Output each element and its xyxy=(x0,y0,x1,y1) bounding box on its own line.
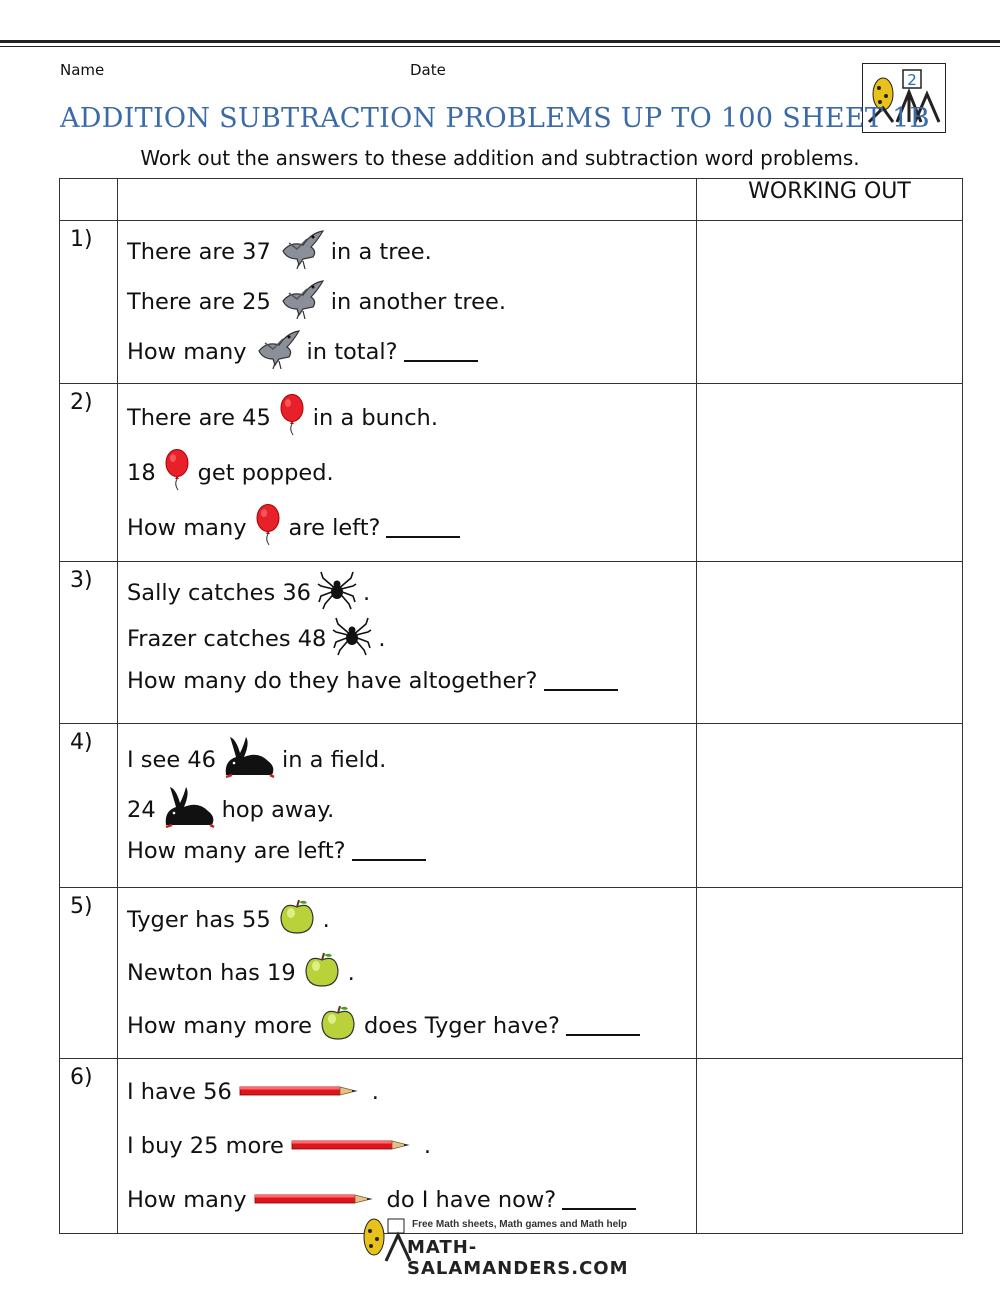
line-text-before: How many xyxy=(127,514,247,541)
spider-icon xyxy=(326,616,378,662)
problem-line xyxy=(127,445,696,500)
grade-number: 2 xyxy=(907,71,917,89)
working-out-cell[interactable] xyxy=(697,724,963,888)
line-text-after: in another tree. xyxy=(330,289,507,315)
date-label: Date xyxy=(410,61,446,79)
line-text-before: How many xyxy=(127,1187,247,1213)
problem-number: 1) xyxy=(60,221,118,384)
problem-line xyxy=(127,660,696,702)
balloon-icon xyxy=(247,504,289,552)
working-out-cell[interactable] xyxy=(697,888,963,1059)
apple-icon xyxy=(312,1003,364,1049)
apple-icon xyxy=(296,950,348,996)
line-text-before: There are 45 xyxy=(127,404,271,431)
problem-text xyxy=(118,221,697,384)
spider-icon xyxy=(311,570,363,616)
problem-line xyxy=(127,500,696,555)
worksheet-title: ADDITION SUBTRACTION PROBLEMS UP TO 100 SHEET 1B xyxy=(60,103,930,134)
problem-row xyxy=(60,888,963,1059)
instructions: Work out the answers to these addition and subtraction word problems. xyxy=(140,146,860,170)
answer-blank[interactable] xyxy=(386,518,460,538)
problem-line xyxy=(127,277,696,327)
line-text-before: I buy 25 more xyxy=(127,1133,284,1159)
footer-logo xyxy=(352,1215,652,1279)
name-label: Name xyxy=(60,61,105,79)
line-text-before: I have 56 xyxy=(127,1079,232,1105)
bird-icon xyxy=(247,329,307,375)
problem-line xyxy=(127,946,696,999)
problem-number: 5) xyxy=(60,888,118,1059)
problem-line xyxy=(127,999,696,1052)
top-rule-thin xyxy=(0,46,1000,47)
line-text-before: How many are left? xyxy=(127,837,346,864)
problem-row xyxy=(60,562,963,724)
rabbit-icon xyxy=(216,735,282,785)
line-text-before: Sally catches 36 xyxy=(127,580,311,606)
header-number-cell xyxy=(60,179,118,221)
problem-number: 3) xyxy=(60,562,118,724)
working-out-cell[interactable] xyxy=(697,1059,963,1234)
problem-line xyxy=(127,227,696,277)
top-rule xyxy=(0,40,1000,43)
problem-line xyxy=(127,730,696,789)
bird-icon xyxy=(271,279,331,325)
line-text-after: do I have now? xyxy=(386,1187,557,1213)
problem-row xyxy=(60,221,963,384)
problem-number: 4) xyxy=(60,724,118,888)
problem-line xyxy=(127,1065,696,1119)
pencil-icon xyxy=(247,1187,387,1213)
problem-text xyxy=(118,384,697,562)
line-text-after: hop away. xyxy=(221,796,335,823)
line-text-before: How many xyxy=(127,339,247,365)
line-text-before: Tyger has 55 xyxy=(127,907,271,933)
line-text-before: 24 xyxy=(127,796,156,823)
problem-text xyxy=(118,1059,697,1234)
problem-text xyxy=(118,888,697,1059)
problem-line xyxy=(127,894,696,946)
rabbit-icon xyxy=(156,785,222,835)
pencil-icon xyxy=(232,1079,372,1105)
line-text-after: . xyxy=(378,626,386,652)
line-text-before: Newton has 19 xyxy=(127,959,296,986)
line-text-after: in a bunch. xyxy=(312,404,438,431)
line-text-after: are left? xyxy=(288,514,381,541)
problem-line xyxy=(127,390,696,445)
line-text-after: in a tree. xyxy=(330,239,432,265)
problem-line xyxy=(127,830,696,871)
working-out-cell[interactable] xyxy=(697,384,963,562)
footer-brand: MATH-SALAMANDERS.COM xyxy=(407,1237,629,1279)
line-text-after: . xyxy=(347,959,355,986)
line-text-before: How many more xyxy=(127,1012,312,1039)
apple-icon xyxy=(271,897,323,943)
pencil-icon xyxy=(284,1133,424,1159)
line-text-after: . xyxy=(371,1079,379,1105)
problem-number: 2) xyxy=(60,384,118,562)
bird-icon xyxy=(271,229,331,275)
answer-blank[interactable] xyxy=(562,1190,636,1210)
problem-line xyxy=(127,327,696,377)
balloon-icon xyxy=(271,394,313,442)
problem-line xyxy=(127,568,696,618)
problems-table xyxy=(59,178,963,1234)
problem-number: 6) xyxy=(60,1059,118,1234)
line-text-before: There are 37 xyxy=(127,239,271,265)
problem-row xyxy=(60,724,963,888)
line-text-after: get popped. xyxy=(197,459,334,486)
footer-tagline: Free Math sheets, Math games and Math help xyxy=(412,1219,628,1230)
line-text-before: I see 46 xyxy=(127,746,216,773)
line-text-before: There are 25 xyxy=(127,289,271,315)
line-text-before: 18 xyxy=(127,459,156,486)
salamander-footer-icon xyxy=(352,1215,412,1263)
header-problem-cell xyxy=(118,179,697,221)
working-out-cell[interactable] xyxy=(697,221,963,384)
answer-blank[interactable] xyxy=(566,1016,640,1036)
table-header-row xyxy=(60,179,963,221)
line-text-after: . xyxy=(322,907,330,933)
problem-line xyxy=(127,618,696,660)
problem-line xyxy=(127,789,696,830)
problem-row xyxy=(60,384,963,562)
working-out-header: WORKING OUT xyxy=(697,179,963,221)
working-out-cell[interactable] xyxy=(697,562,963,724)
line-text-after: in a field. xyxy=(281,746,387,773)
line-text-after: . xyxy=(363,580,371,606)
line-text-after: does Tyger have? xyxy=(363,1012,560,1039)
line-text-after: in total? xyxy=(306,339,398,365)
problem-row xyxy=(60,1059,963,1234)
problem-line xyxy=(127,1119,696,1173)
problem-text xyxy=(118,724,697,888)
line-text-after: . xyxy=(423,1133,432,1159)
answer-blank[interactable] xyxy=(544,671,618,691)
line-text-before: How many do they have altogether? xyxy=(127,668,538,694)
answer-blank[interactable] xyxy=(352,841,426,861)
problem-text xyxy=(118,562,697,724)
line-text-before: Frazer catches 48 xyxy=(127,626,327,652)
answer-blank[interactable] xyxy=(404,342,478,362)
balloon-icon xyxy=(156,449,198,497)
